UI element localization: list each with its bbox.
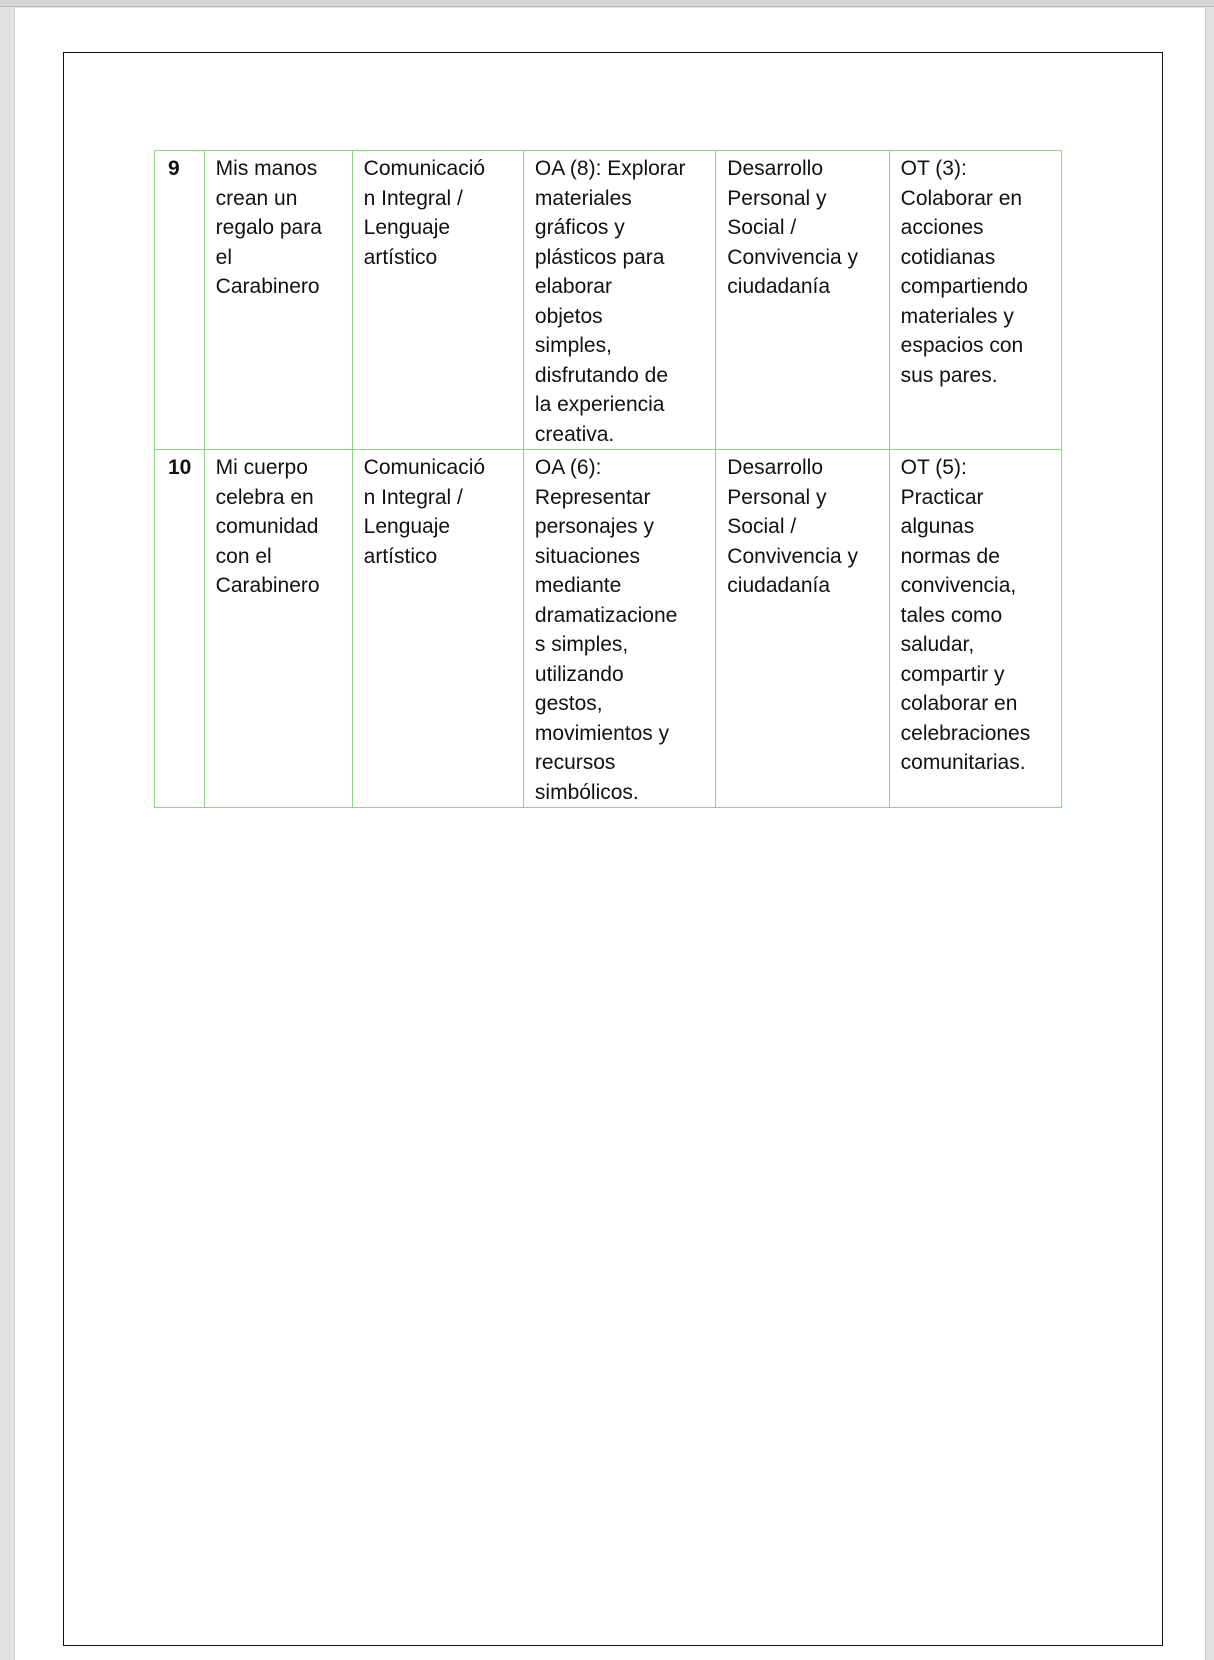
transversal-core-cell: Desarrollo Personal y Social / Convivencia y ciudadanía [716,450,889,808]
transversal-core-cell: Desarrollo Personal y Social / Convivencia y ciudadanía [716,151,889,450]
document-page [14,8,1206,1660]
activity-cell: Mi cuerpo celebra en comunidad con el Carabinero [204,450,352,808]
row-number-cell: 10 [155,450,205,808]
core-cell: Comunicació n Integral / Lenguaje artístico [352,151,523,450]
planning-table [154,150,1062,808]
viewer-top-strip [0,0,1214,7]
transversal-objective-cell: OT (3): Colaborar en acciones cotidianas compartiendo materiales y espacios con sus pares. [889,151,1061,450]
objective-cell: OA (6): Representar personajes y situaciones mediante dramatizacione s simples, utilizando gestos, movimientos y recursos simbólicos. [523,450,715,808]
core-cell: Comunicació n Integral / Lenguaje artístico [352,450,523,808]
transversal-objective-cell: OT (5): Practicar algunas normas de convivencia, tales como saludar, compartir y colaborar en celebraciones comunitarias. [889,450,1061,808]
objective-cell: OA (8): Explorar materiales gráficos y plásticos para elaborar objetos simples, disfrutando de la experiencia creativa. [523,151,715,450]
table-row [155,450,1062,808]
row-number-cell: 9 [155,151,205,450]
activity-cell: Mis manos crean un regalo para el Carabinero [204,151,352,450]
table-row [155,151,1062,450]
page-border-frame [63,52,1163,1646]
